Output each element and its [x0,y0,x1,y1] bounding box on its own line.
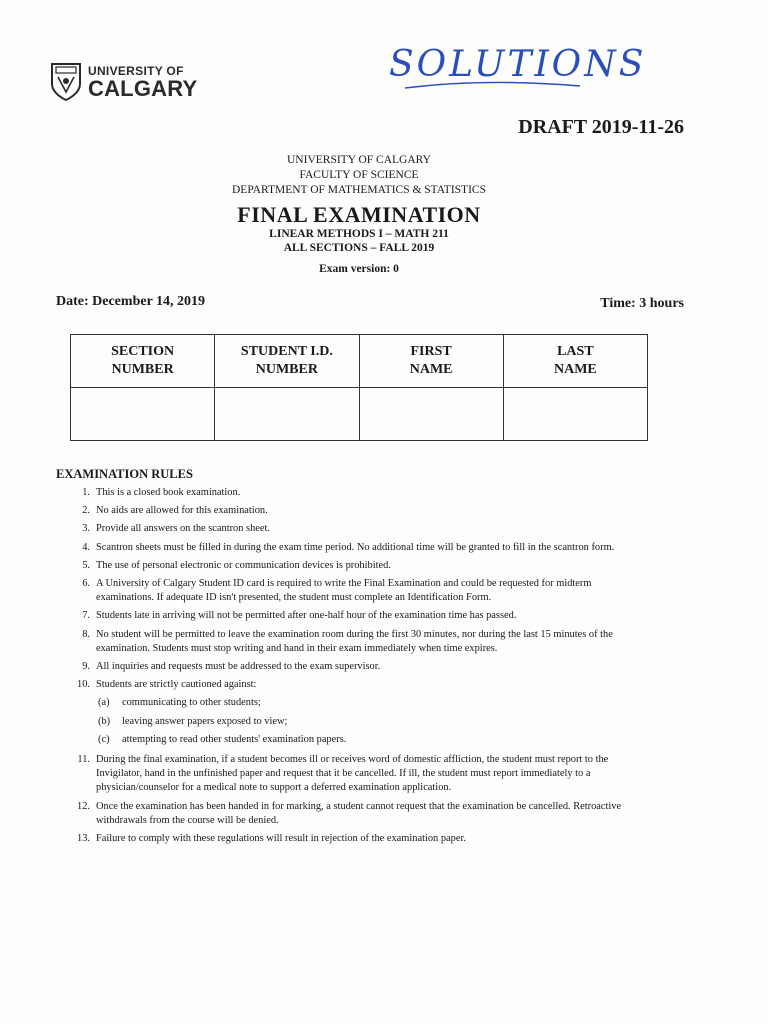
logo-line-1: UNIVERSITY OF [88,63,184,78]
last-name-header: LAST NAME [503,335,647,388]
student-id-header: STUDENT I.D. NUMBER [215,335,359,388]
crest-icon [50,62,82,102]
rule-item: 11. During the final examination, if a student becomes ill or receives word of domestic affliction, the student must report to the Invigilator, hand in the unfinished paper and request that it be cancelled. If ill, the student must report immediately to a physician/counselor for a medical note to support a deferred examination application. [77,754,609,794]
course-name: LINEAR METHODS I – MATH 211 [269,228,449,240]
table-header-row [71,335,648,388]
exam-duration: Time: 3 hours [600,296,684,311]
exam-version: Exam version: 0 [319,263,399,275]
rule-item: 7. Students late in arriving will not be permitted after one-half hour of the examination time has passed. [82,610,517,622]
subrule-item: (c) attempting to read other students' examination papers. [98,733,347,745]
rule-item: 4. Scantron sheets must be filled in during the exam time period. No additional time will be granted to fill in the scantron form. [82,541,615,553]
student-id-field[interactable] [215,388,359,441]
rule-item: 5. The use of personal electronic or communication devices is prohibited. [82,559,391,571]
last-name-field[interactable] [503,388,647,441]
rule-item: 8. No student will be permitted to leave the examination room during the first 30 minutes, nor during the last 15 minutes of the examination. Students must stop writing and hand in their exam immediately when time expires. [82,628,613,654]
header-faculty: FACULTY OF SCIENCE [299,169,419,181]
rule-item: 6. A University of Calgary Student ID card is required to write the Final Examination and could be requested for midterm examinations. If adequate ID isn't presented, the student must complete an Identification Form. [82,578,592,604]
course-sections: ALL SECTIONS – FALL 2019 [283,242,435,254]
rules-list [56,486,646,850]
exam-title: FINAL EXAMINATION [237,202,481,227]
course-info [0,227,718,255]
first-name-field[interactable] [359,388,503,441]
handwritten-text: SOLUTIONS [389,44,647,85]
table-entry-row [71,388,648,441]
rule-item: 1. This is a closed book examination. [82,487,241,498]
student-info-table [70,334,648,441]
subrule-item: (b) leaving answer papers exposed to view; [98,715,288,727]
header-university: UNIVERSITY OF CALGARY [287,154,431,166]
rule-item: 9. All inquiries and requests must be addressed to the exam supervisor. [82,661,381,673]
handwritten-solutions-note [385,28,647,98]
university-logo [50,62,197,102]
rule-item: 10. Students are strictly cautioned against: [77,679,257,691]
rule-item: 2. No aids are allowed for this examination. [82,505,268,517]
rule-item: 13. Failure to comply with these regulations will result in rejection of the examination paper. [77,833,466,845]
rule-item: 12. Once the examination has been handed in for marking, a student cannot request that the examination be cancelled. Retroactive withdrawals from the course will be denied. [77,800,622,826]
rules-heading: EXAMINATION RULES [56,467,193,481]
exam-date: Date: December 14, 2019 [56,294,206,309]
header-department: DEPARTMENT OF MATHEMATICS & STATISTICS [232,184,486,196]
subrules-list [98,696,646,747]
subrule-item: (a) communicating to other students; [98,697,261,709]
first-name-header: FIRST NAME [359,335,503,388]
rule-item: 3. Provide all answers on the scantron sheet. [82,523,270,535]
institution-header [0,153,718,198]
logo-line-2: CALGARY [88,75,198,101]
section-number-header: SECTION NUMBER [71,335,215,388]
section-number-field[interactable] [71,388,215,441]
draft-stamp: DRAFT 2019-11-26 [518,116,684,138]
